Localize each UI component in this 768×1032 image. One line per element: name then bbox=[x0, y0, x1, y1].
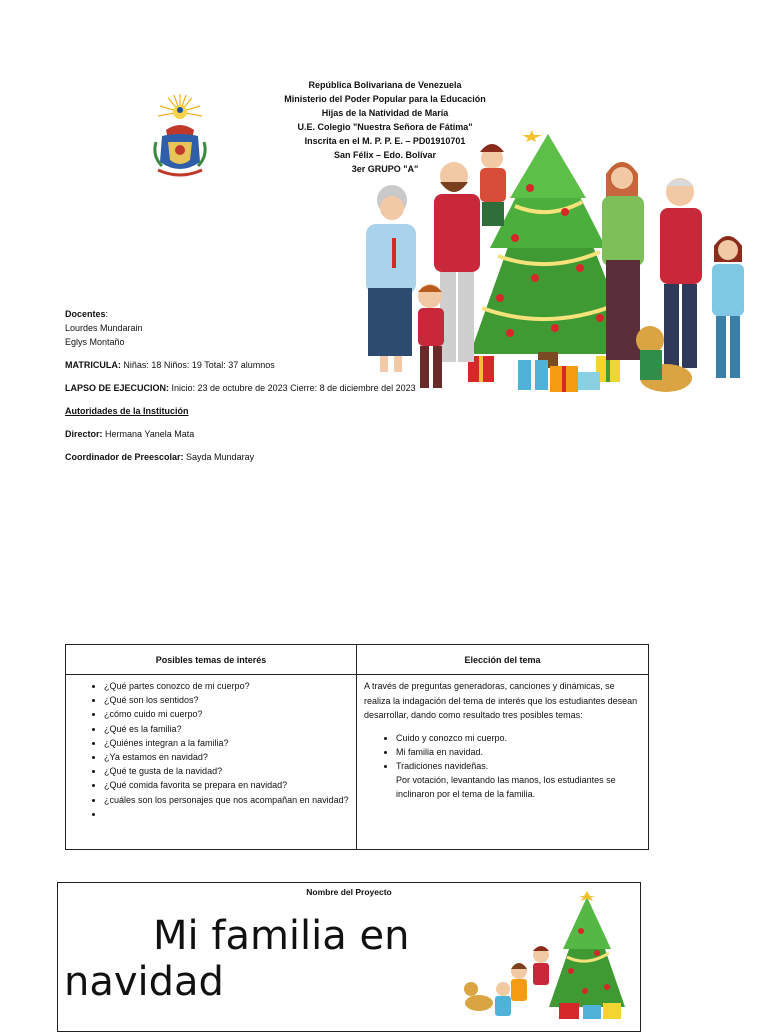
lapso-value: Inicio: 23 de octubre de 2023 Cierre: 8 de diciembre del 2023 bbox=[169, 383, 416, 393]
list-item: • Cuido y conozco mi cuerpo. bbox=[396, 731, 642, 745]
table-row bbox=[66, 675, 649, 850]
matricula-value: Niñas: 18 Niños: 19 Total: 37 alumnos bbox=[120, 360, 275, 370]
project-label: Nombre del Proyecto bbox=[306, 887, 392, 897]
christmas-tree-illustration bbox=[463, 891, 641, 1021]
topics-table bbox=[65, 644, 649, 850]
director-value: Hermana Yanela Mata bbox=[102, 429, 195, 439]
header-line: Hijas de la Natividad de María bbox=[321, 108, 449, 118]
docentes-label: Docentes bbox=[65, 309, 106, 319]
coordinador-line bbox=[65, 450, 445, 464]
list-item: • ¿Qué son los sentidos? bbox=[104, 693, 356, 707]
election-intro: A través de preguntas generadoras, canciones y dinámicas, se realiza la indagación del tema de interés que los estudiantes desean desarrollar, dando como resultado tres posibles temas: bbox=[364, 681, 638, 720]
list-item: • ¿cómo cuido mi cuerpo? bbox=[104, 707, 356, 721]
election-cell bbox=[357, 675, 649, 850]
teacher-name: Lourdes Mundarain bbox=[65, 323, 143, 333]
list-item: • ¿Qué es la familia? bbox=[104, 722, 356, 736]
header-line: San Félix – Edo. Bolívar bbox=[333, 150, 437, 160]
docentes-heading bbox=[65, 307, 445, 321]
header-line: Inscrita en el M. P. P. E. – PD01910701 bbox=[304, 136, 466, 146]
questions-cell bbox=[66, 675, 357, 850]
director-line bbox=[65, 427, 445, 441]
lapso-label: LAPSO DE EJECUCION: bbox=[65, 383, 170, 393]
project-name-box bbox=[57, 882, 641, 1032]
header-line: Ministerio del Poder Popular para la Educación bbox=[284, 94, 486, 104]
list-item: • ¿Ya estamos en navidad? bbox=[104, 750, 356, 764]
header-line: U.E. Colegio "Nuestra Señora de Fátima" bbox=[297, 122, 473, 132]
lapso-line bbox=[65, 381, 445, 395]
list-item: • ¿Qué comida favorita se prepara en navidad? bbox=[104, 778, 356, 792]
questions-list bbox=[66, 679, 356, 821]
header-line: 3er GRUPO "A" bbox=[351, 164, 419, 174]
autoridades-heading: Autoridades de la Institución bbox=[65, 406, 189, 416]
teacher-name: Eglys Montaño bbox=[65, 337, 125, 347]
list-item bbox=[104, 807, 356, 821]
list-item: • ¿Qué te gusta de la navidad? bbox=[104, 764, 356, 778]
list-item: • Tradiciones navideñas. bbox=[396, 759, 642, 773]
matricula-label: MATRICULA: bbox=[65, 360, 121, 370]
list-item: • ¿Qué partes conozco de mi cuerpo? bbox=[104, 679, 356, 693]
project-title: Mi familia en navidad bbox=[64, 913, 423, 1005]
project-info bbox=[65, 307, 445, 464]
vote-text: Por votación, levantando las manos, los estudiantes se inclinaron por el tema de la familia. bbox=[396, 775, 616, 800]
school-emblem-icon bbox=[148, 92, 212, 182]
director-label: Director: bbox=[65, 429, 103, 439]
election-header: Elección del tema bbox=[357, 645, 649, 675]
list-item: • ¿cuáles son los personajes que nos acompañan en navidad? bbox=[104, 793, 356, 807]
docentes-colon: : bbox=[105, 309, 109, 319]
topics-header: Posibles temas de interés bbox=[66, 645, 357, 675]
list-item: • ¿Quiénes integran a la familia? bbox=[104, 736, 356, 750]
list-item: • Mi familia en navidad. bbox=[396, 745, 642, 759]
matricula-line bbox=[65, 358, 445, 372]
table-header-row bbox=[66, 645, 649, 675]
coordinador-value: Sayda Mundaray bbox=[183, 452, 255, 462]
coordinador-label: Coordinador de Preescolar: bbox=[65, 452, 184, 462]
themes-list bbox=[364, 731, 642, 774]
header-line: República Bolivariana de Venezuela bbox=[308, 80, 462, 90]
